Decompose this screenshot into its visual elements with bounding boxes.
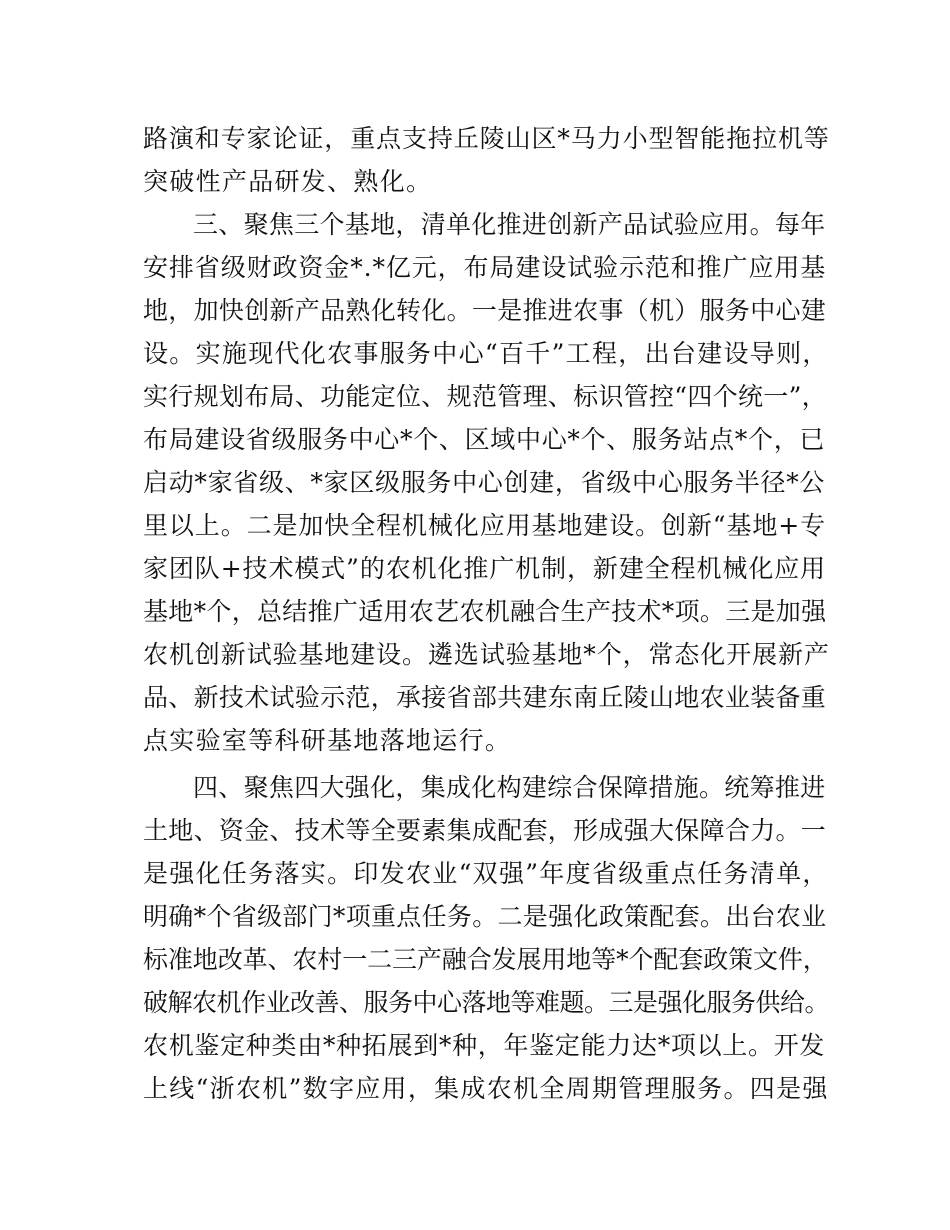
paragraph-start-line: 三、聚焦三个基地，清单化推进创新产品试验应用。每年 [193, 210, 826, 239]
text-line: 地，加快创新产品熟化转化。一是推进农事（机）服务中心建 [143, 296, 827, 325]
text-line: 安排省级财政资金*.*亿元，布局建设试验示范和推广应用基 [143, 253, 827, 282]
text-line: 家团队+技术模式”的农机化推广机制，新建全程机械化应用 [143, 554, 827, 583]
text-line: 基地*个，总结推广适用农艺农机融合生产技术*项。三是加强 [143, 597, 827, 626]
text-line: 启动*家省级、*家区级服务中心创建，省级中心服务半径*公 [143, 468, 826, 497]
text-line: 标准地改革、农村一二三产融合发展用地等*个配套政策文件， [143, 945, 828, 974]
text-line: 是强化任务落实。印发农业“双强”年度省级重点任务清单， [143, 859, 829, 888]
text-line: 品、新技术试验示范，承接省部共建东南丘陵山地农业装备重 [143, 683, 827, 712]
text-line: 布局建设省级服务中心*个、区域中心*个、服务站点*个，已 [143, 425, 826, 454]
text-line: 设。实施现代化农事服务中心“百千”工程，出台建设导则， [143, 339, 829, 368]
text-line: 上线“浙农机”数字应用，集成农机全周期管理服务。四是强 [143, 1074, 829, 1103]
text-line: 点实验室等科研基地落地运行。 [143, 726, 512, 755]
text-line: 实行规划布局、功能定位、规范管理、标识管控“四个统一”， [143, 382, 827, 411]
text-line: 农机鉴定种类由*种拓展到*种，年鉴定能力达*项以上。开发 [143, 1031, 826, 1060]
text-line: 明确*个省级部门*项重点任务。二是强化政策配套。出台农业 [143, 902, 827, 931]
paragraph-start-line: 四、聚焦四大强化，集成化构建综合保障措施。统筹推进 [193, 773, 826, 802]
text-line: 里以上。二是加快全程机械化应用基地建设。创新“基地+专 [143, 511, 827, 540]
text-line: 农机创新试验基地建设。遴选试验基地*个，常态化开展新产 [143, 640, 830, 669]
text-line: 突破性产品研发、熟化。 [143, 167, 433, 196]
text-line: 破解农机作业改善、服务中心落地等难题。三是强化服务供给。 [143, 988, 830, 1017]
text-line: 路演和专家论证，重点支持丘陵山区*马力小型智能拖拉机等 [143, 124, 830, 153]
text-line: 土地、资金、技术等全要素集成配套，形成强大保障合力。一 [143, 816, 827, 845]
